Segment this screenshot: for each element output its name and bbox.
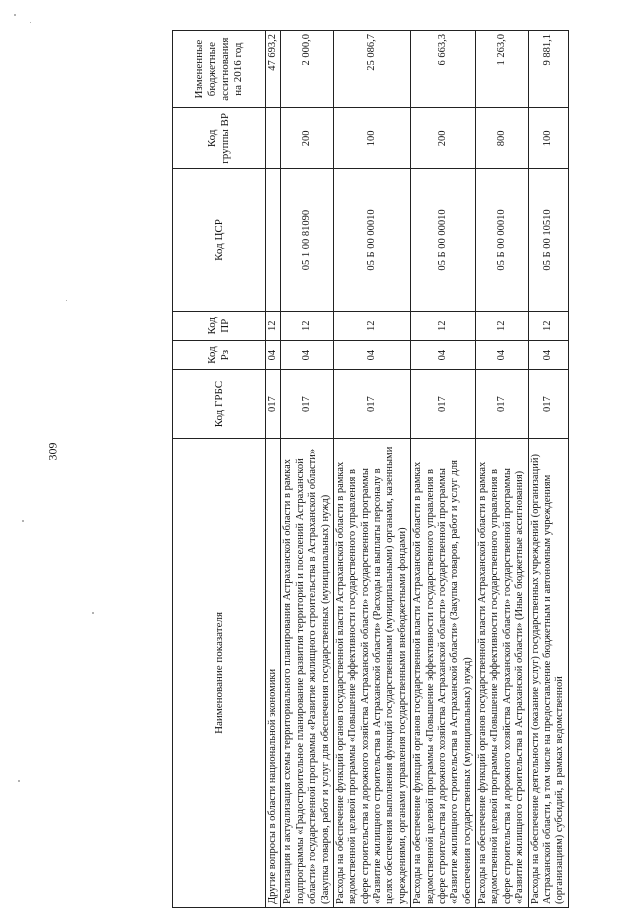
cell-grbs: 017	[411, 370, 476, 439]
cell-vr	[266, 108, 281, 169]
cell-pr: 12	[476, 311, 529, 340]
cell-csr	[266, 169, 281, 311]
cell-csr: 05 Б 00 00010	[333, 169, 410, 311]
scan-speck	[66, 300, 67, 301]
cell-vr: 100	[528, 108, 568, 169]
budget-table	[172, 30, 569, 908]
cell-amount: 25 086,7	[333, 31, 410, 108]
table-container	[172, 30, 627, 908]
cell-vr: 800	[476, 108, 529, 169]
cell-grbs: 017	[476, 370, 529, 439]
cell-name: Расходы на обеспечение деятельности (оказание услуг) государственных учреждений (организаций) Астраханской области, в том числе на предоставление бюджетным и автономным учреждениям (организациям) субсидий, в рамках ведомственной	[528, 438, 568, 907]
cell-vr: 100	[333, 108, 410, 169]
cell-amount: 9 881,1	[528, 31, 568, 108]
header-csr: Код ЦСР	[173, 169, 266, 311]
cell-name: Реализация и актуализация схемы территориального планирования Астраханской области в рамках подпрограммы «Градостроительное планирование развития территорий и поселений Астраханской области» государственной программы «Развитие жилищного строительства в Астраханской области» (Закупка товаров, работ и услуг для обеспечения государственных (муниципальных) нужд)	[281, 438, 334, 907]
cell-pr: 12	[528, 311, 568, 340]
cell-amount: 1 263,0	[476, 31, 529, 108]
cell-grbs: 017	[281, 370, 334, 439]
table-row	[281, 31, 334, 908]
table-row	[476, 31, 529, 908]
header-pr: Код ПР	[173, 311, 266, 340]
table-row	[411, 31, 476, 908]
page-number: 309	[45, 442, 60, 461]
header-amount: Измененные бюджетные ассигнования на 2016 год	[173, 31, 266, 108]
scan-speck	[14, 14, 16, 16]
cell-pr: 12	[333, 311, 410, 340]
scan-speck	[18, 780, 20, 782]
cell-csr: 05 Б 00 10510	[528, 169, 568, 311]
table-row	[333, 31, 410, 908]
cell-grbs: 017	[266, 370, 281, 439]
cell-name: Другие вопросы в области национальной экономики	[266, 438, 281, 907]
cell-rz: 04	[281, 340, 334, 369]
scan-speck	[92, 612, 94, 614]
cell-name: Расходы на обеспечение функций органов государственной власти Астраханской области в рамках ведомственной целевой программы «Повышение эффективности государственного управления в сфере строительства и дорожного хозяйства Астраханской области» государственной программы «Развитие жилищного строительства в Астраханской области» (Расходы на выплаты персоналу в целях обеспечения выполнения функций государственными (муниципальными) органами, казенными учреждениями, органами управления государственными внебюджетными фондами)	[333, 438, 410, 907]
cell-pr: 12	[411, 311, 476, 340]
cell-pr: 12	[266, 311, 281, 340]
scan-speck	[22, 520, 24, 522]
cell-csr: 05 Б 00 00010	[476, 169, 529, 311]
header-grbs: Код ГРБС	[173, 370, 266, 439]
cell-amount: 47 693,2	[266, 31, 281, 108]
table-row	[528, 31, 568, 908]
cell-vr: 200	[281, 108, 334, 169]
cell-rz: 04	[528, 340, 568, 369]
cell-vr: 200	[411, 108, 476, 169]
cell-rz: 04	[476, 340, 529, 369]
cell-pr: 12	[281, 311, 334, 340]
table-row	[266, 31, 281, 908]
table-header-row	[173, 31, 266, 908]
header-rz: Код Рз	[173, 340, 266, 369]
cell-csr: 05 1 00 81090	[281, 169, 334, 311]
cell-csr: 05 Б 00 00010	[411, 169, 476, 311]
cell-name: Расходы на обеспечение функций органов государственной власти Астраханской области в рамках ведомственной целевой программы «Повышение эффективности государственного управления в сфере строительства и дорожного хозяйства Астраханской области» государственной программы «Развитие жилищного строительства в Астраханской области» (Закупка товаров, работ и услуг для обеспечения государственных (муниципальных) нужд)	[411, 438, 476, 907]
scan-speck	[30, 22, 31, 23]
cell-name: Расходы на обеспечение функций органов государственной власти Астраханской области в рамках ведомственной целевой программы «Повышение эффективности государственного управления в сфере строительства и дорожного хозяйства Астраханской области» государственной программы «Развитие жилищного строительства в Астраханской области» (Иные бюджетные ассигнования)	[476, 438, 529, 907]
cell-amount: 6 663,3	[411, 31, 476, 108]
header-name: Наименование показателя	[173, 438, 266, 907]
cell-grbs: 017	[528, 370, 568, 439]
rotated-table-frame	[172, 30, 627, 908]
header-vr: Код группы ВР	[173, 108, 266, 169]
cell-grbs: 017	[333, 370, 410, 439]
cell-amount: 2 000,0	[281, 31, 334, 108]
cell-rz: 04	[411, 340, 476, 369]
cell-rz: 04	[333, 340, 410, 369]
cell-rz: 04	[266, 340, 281, 369]
